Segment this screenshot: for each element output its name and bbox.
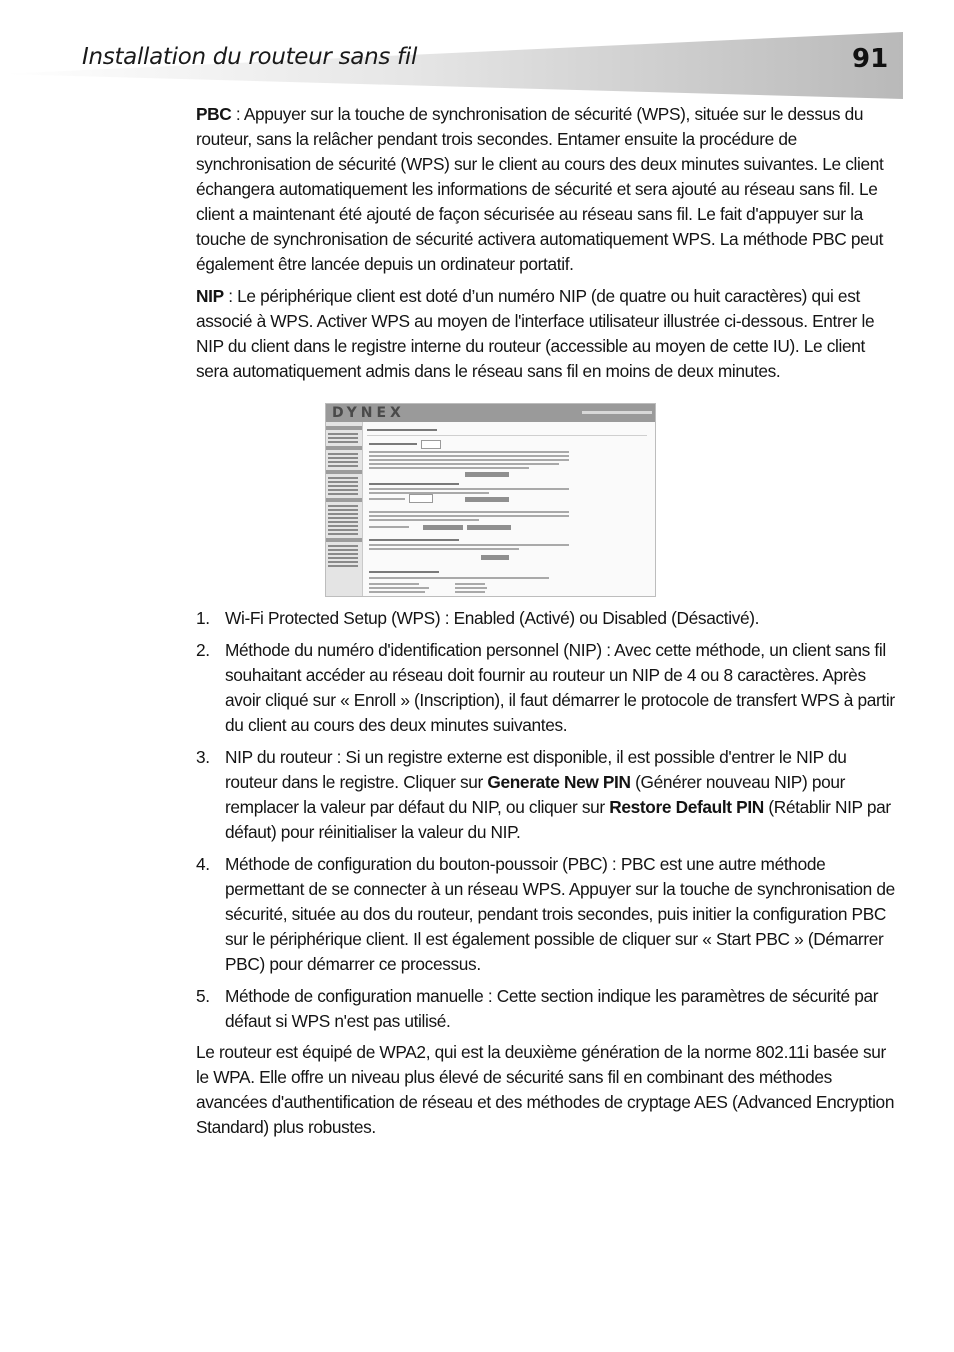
nip-text: : Le périphérique client est doté d’un numéro NIP (de quatre ou huit caractères) qui est associé à WPS. Activer WPS au moyen de l'interface utilisateur illustrée ci-dessous. Entrer le NIP du client dans le registre interne du routeur (accessible au moyen de cette IU). Le client sera automatiquement admis dans le réseau sans fil en moins de deux minutes. [196, 286, 875, 381]
list-number: 2. [196, 640, 210, 660]
page-number: 91 [852, 44, 889, 74]
list-text [225, 745, 899, 845]
list-text: Méthode de configuration manuelle : Cette section indique les paramètres de sécurité par défaut si WPS n'est pas utilisé. [225, 986, 879, 1031]
screenshot-main [363, 422, 655, 596]
screenshot-sidebar [326, 422, 363, 596]
list-text-part: (Générer nouveau NIP) pour remplacer la valeur par défaut du NIP, ou cliquer sur [225, 772, 846, 817]
list-number: 4. [196, 854, 210, 874]
list-number: 1. [196, 608, 210, 628]
list-text: Wi-Fi Protected Setup (WPS) : Enabled (Activé) ou Disabled (Désactivé). [225, 608, 760, 628]
list-text-part: (Rétablir NIP par défaut) pour réinitialiser la valeur du NIP. [225, 797, 891, 842]
wpa2-paragraph: Le routeur est équipé de WPA2, qui est la deuxième génération de la norme 802.11i basée sur le WPA. Elle offre un niveau plus élevé de sécurité sans fil en combinant des méthodes avancées d'authentification de réseau et des méthodes de cryptage AES (Advanced Encryption Standard) plus robustes. [196, 1042, 895, 1137]
screenshot-top-links [582, 411, 652, 414]
list-number: 3. [196, 747, 210, 767]
list-number: 5. [196, 986, 210, 1006]
restore-default-pin-label: Restore Default PIN [609, 797, 764, 817]
router-ui-screenshot [325, 403, 656, 597]
list-text: Méthode du numéro d'identification personnel (NIP) : Avec cette méthode, un client sans fil souhaitant accéder au réseau doit fournir au routeur un NIP de 4 ou 8 caractères. Après avoir cliqué sur « Enroll » (Inscription), il faut démarrer le protocole de transfert WPS à partir du client au cours des deux minutes suivantes. [225, 640, 895, 735]
generate-new-pin-label: Generate New PIN [487, 772, 631, 792]
nip-label: NIP [196, 286, 224, 306]
screenshot-topbar [326, 404, 655, 422]
page-title: Installation du routeur sans fil [82, 44, 418, 70]
list-text: Méthode de configuration du bouton-poussoir (PBC) : PBC est une autre méthode permettant de se connecter à un réseau WPS. Appuyer sur la touche de synchronisation de sécurité, située au dos du routeur, pendant trois secondes, puis initier la configuration PBC sur le périphérique client. Il est également possible de cliquer sur « Start PBC » (Démarrer PBC) pour démarrer ce processus. [225, 854, 895, 974]
dynex-logo: DYNEX [332, 405, 405, 421]
pbc-label: PBC [196, 104, 232, 124]
list-text-part: NIP du routeur : Si un registre externe est disponible, il est possible d'entrer le NIP du routeur dans le registre. Cliquer sur [225, 747, 847, 792]
nip-paragraph [196, 284, 899, 384]
pbc-text: : Appuyer sur la touche de synchronisation de sécurité (WPS), située sur le dessus du routeur, sans la relâcher pendant trois secondes. Entamer ensuite la procédure de synchronisation de sécurité (WPS) sur le client au cours des deux minutes suivantes. Le client échangera automatiquement les informations de sécurité et sera ajouté au réseau sans fil. Le client a maintenant été ajouté de façon sécurisée au réseau sans fil. Le fait d'appuyer sur la touche de synchronisation de sécurité activera automatiquement WPS. La méthode PBC peut également être lancée depuis un ordinateur portatif. [196, 104, 884, 274]
pbc-paragraph [196, 102, 899, 277]
